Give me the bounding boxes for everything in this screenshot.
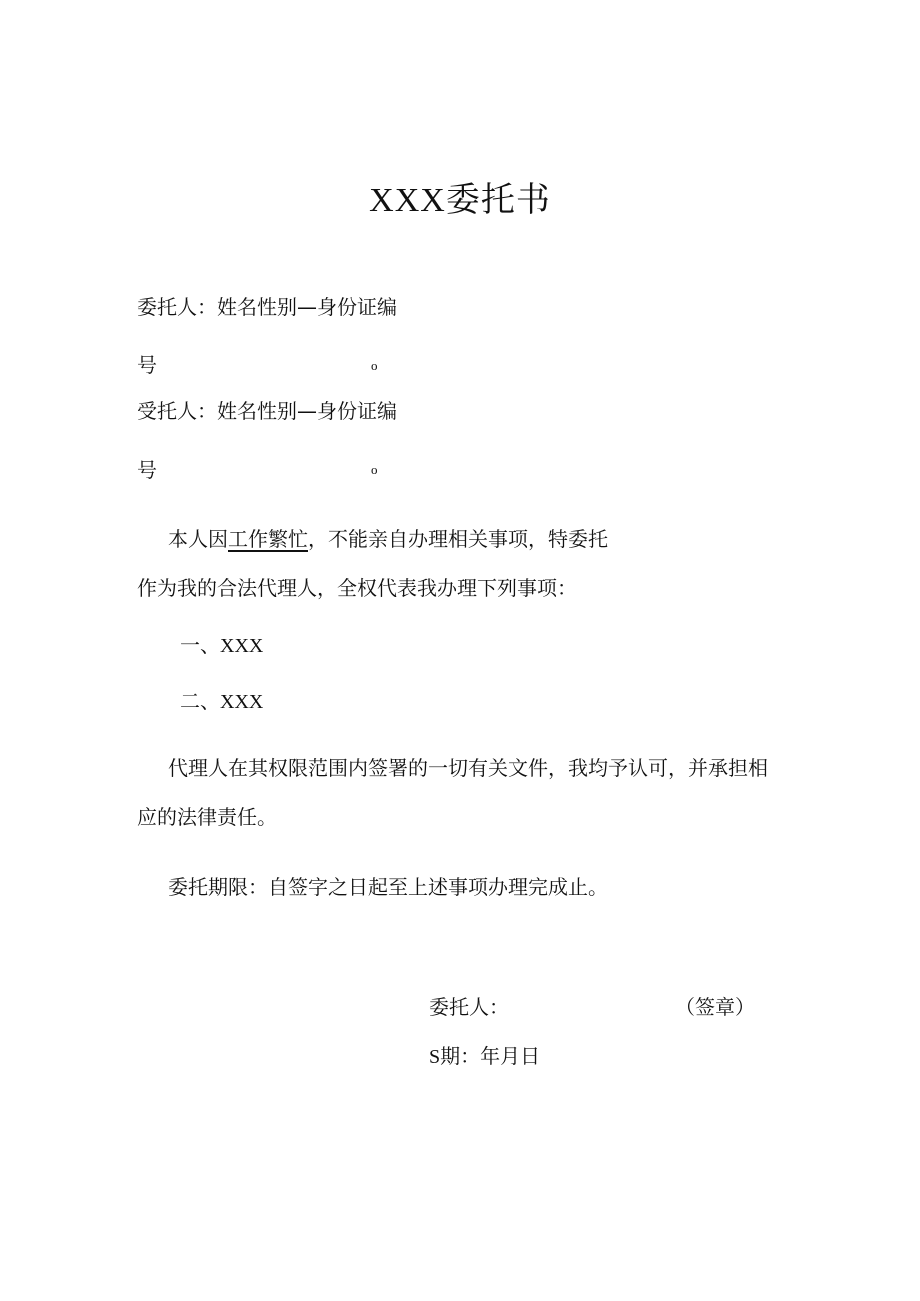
signature-date-prefix: S [429,1046,441,1068]
principal-line-1: 委托人：姓名性别—身份证编 [137,295,397,319]
paragraph-1-part-b: ，不能亲自办理相关事项，特委托 [308,527,608,551]
paragraph-1-line-1 [168,523,608,552]
item-1 [180,629,263,658]
paragraph-1-part-a: 本人因 [168,527,228,551]
item-2 [180,685,263,714]
agent-line-1: 受托人：姓名性别—身份证编 [137,399,397,423]
signature-date-rest: 期：年月日 [440,1044,541,1068]
paragraph-2-line-2: 应的法律责任。 [137,805,277,829]
item-1-text: XXX [220,635,264,657]
item-2-text: XXX [220,691,264,713]
item-1-prefix: 一、 [180,633,220,657]
signature-date [429,1040,540,1069]
term-line: 委托期限：自签字之日起至上述事项办理完成止。 [168,875,608,899]
principal-line-2-label: 号 [137,353,157,377]
item-2-prefix: 二、 [180,689,220,713]
title-cjk: 委托书 [445,180,551,220]
paragraph-1-line-2: 作为我的合法代理人，全权代表我办理下列事项： [137,576,577,600]
principal-line-2-dot: o [371,358,378,373]
signature-label: 委托人： [429,995,509,1019]
signature-seal: （签章） [675,995,755,1019]
document-title [0,172,920,221]
agent-line-2-label: 号 [137,458,157,482]
title-latin: XXX [369,182,446,219]
agent-line-2-dot: o [371,462,378,477]
paragraph-1-underlined: 工作繁忙 [228,527,308,551]
paragraph-2-line-1: 代理人在其权限范围内签署的一切有关文件，我均予认可，并承担相 [168,756,768,780]
